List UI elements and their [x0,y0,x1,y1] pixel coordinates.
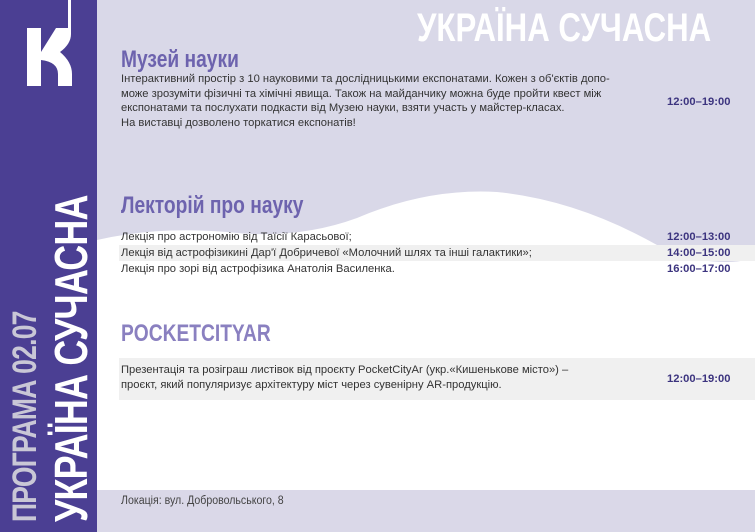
lecture-text: Лекція про астрономію від Таїсії Карасьової; [121,231,352,243]
lecture-time: 16:00–17:00 [667,263,731,275]
lecture-time: 14:00–15:00 [667,247,731,259]
science-museum-description [121,72,666,130]
vertical-titles [0,0,97,532]
sidebar [0,0,97,532]
description-line: На виставці дозволено торкатися експонатів! [121,116,356,129]
location-text: Локація: вул. Добровольського, 8 [121,495,284,507]
lecture-text: Лекція про зорі від астрофізика Анатолія Василенка. [121,263,395,275]
page-title: УКРАЇНА СУЧАСНА [417,6,712,50]
lecture-row [119,245,755,261]
description-line: Інтерактивний простір з 10 науковими та дослідницькими експонатами. Кожен з об'єктів допо- [121,73,610,85]
science-museum-time: 12:00–19:00 [667,96,731,108]
pocketcityar-time: 12:00–19:00 [667,373,731,385]
vertical-program-date: ПРОГРАМА 02.07 [6,311,44,522]
section-title-science-museum: Музей науки [121,46,239,73]
pocketcityar-row [119,358,755,400]
program-page [97,0,755,532]
vertical-event-title: УКРАЇНА СУЧАСНА [45,195,97,523]
lecture-row [119,229,755,245]
section-title-lectures: Лекторій про науку [121,192,304,219]
description-line: експонатами та послухати подкасти від Музею науки, взяти участь у майстер-класах. [121,102,565,114]
pocketcityar-description [121,363,641,392]
description-line: Презентація та розіграш листівок від проєкту PocketCityAr (укр.«Кишенькове місто») – [121,364,569,376]
section-title-pocketcityar: POCKETCITYAR [121,320,271,347]
lecture-time: 12:00–13:00 [667,231,731,243]
description-line: проєкт, який популяризує архітектуру міст через сувенірну AR-продукцію. [121,378,502,391]
description-line: може зрозуміти фізичні та хімічні явища. Також на майданчику можна буде пройти квест між [121,87,602,100]
lecture-text: Лекція від астрофізикині Дар'ї Добричевої «Молочний шлях та інші галактики»; [121,247,532,259]
lecture-row [119,261,755,277]
